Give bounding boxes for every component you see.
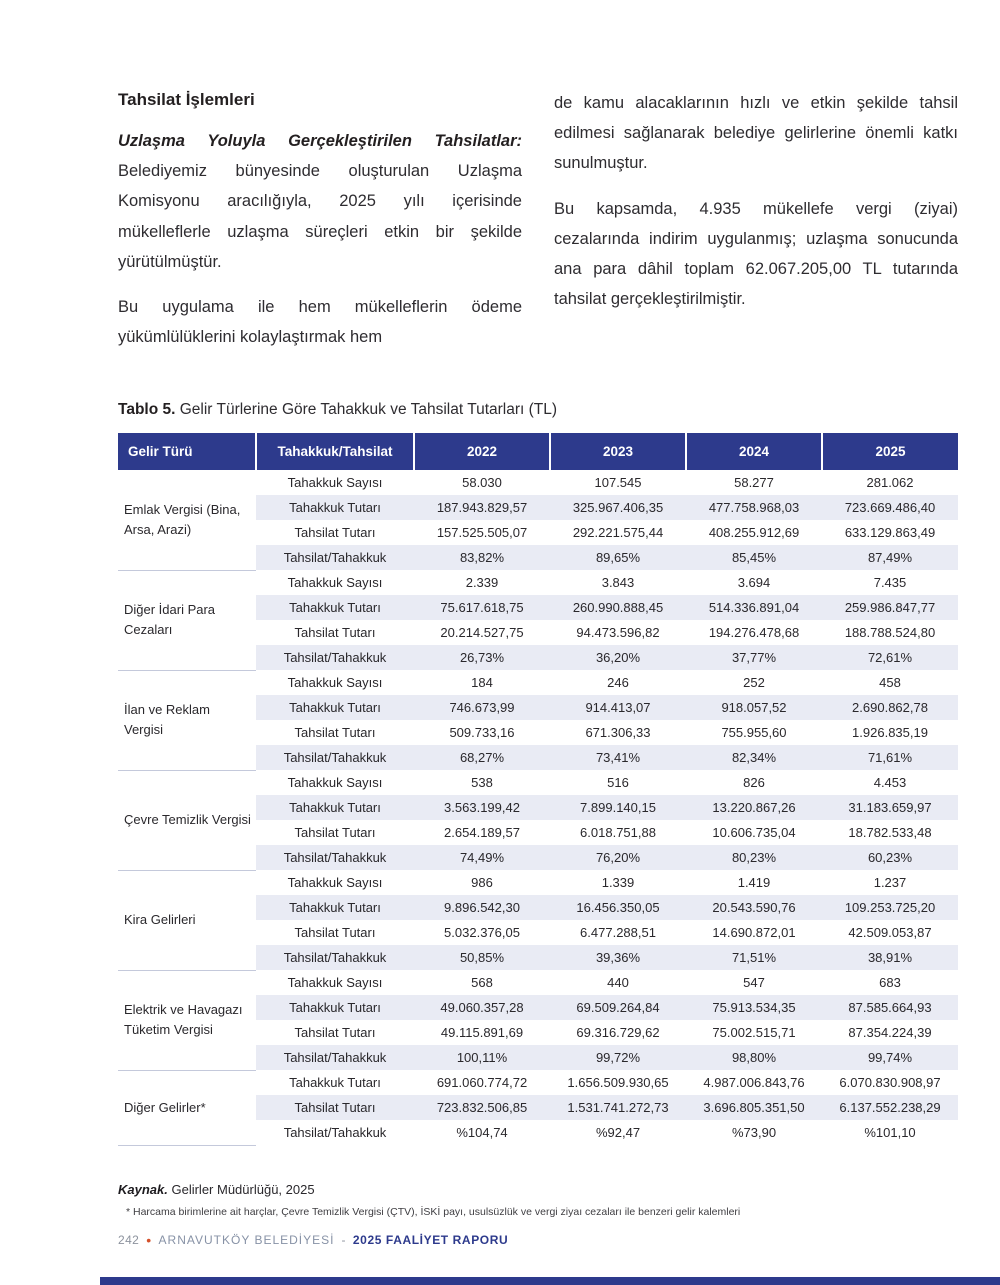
row-label-cell: Tahsilat/Tahakkuk [256,945,414,970]
row-label-cell: Tahakkuk Sayısı [287,675,383,691]
source-line [118,1182,958,1197]
value-cell: 547 [743,975,765,991]
value-cell: 4.987.006.843,76 [703,1075,805,1091]
value-cell: 1.656.509.930,65 [567,1075,669,1091]
row-label-cell: Tahsilat Tutarı [294,925,376,941]
paragraph-uzlasma [118,126,522,277]
value-cell: 3.563.199,42 [414,795,550,820]
row-label-cell: Tahakkuk Tutarı [256,495,414,520]
value-cell: 1.531.741.272,73 [550,1095,686,1120]
value-cell: 16.456.350,05 [550,895,686,920]
value-cell: 74,49% [414,845,550,870]
value-cell: 80,23% [686,845,822,870]
header-2024: 2024 [686,433,822,470]
row-label-cell: Tahsilat/Tahakkuk [283,1125,387,1141]
income-table [118,433,958,1146]
value-cell: 87.354.224,39 [848,1025,932,1041]
table-row [118,970,958,995]
page-footer [118,1232,508,1248]
row-label-cell: Tahakkuk Tutarı [256,895,414,920]
row-label-cell: Tahsilat Tutarı [294,1025,376,1041]
value-cell: 38,91% [822,945,958,970]
value-cell: 187.943.829,57 [414,495,550,520]
row-label-cell: Tahakkuk Tutarı [256,995,414,1020]
value-cell: 826 [743,775,765,791]
value-cell: 3.696.805.351,50 [686,1095,822,1120]
value-cell: 83,82% [414,545,550,570]
intro-left-column [118,88,522,367]
row-label-cell: Tahsilat Tutarı [294,525,376,541]
value-cell: 42.509.053,87 [848,925,932,941]
footer-separator: - [341,1233,346,1247]
value-cell: 408.255.912,69 [708,525,800,541]
value-cell: 7.899.140,15 [550,795,686,820]
row-label-cell: Tahsilat Tutarı [294,725,376,741]
value-cell: 918.057,52 [686,695,822,720]
header-2025: 2025 [822,433,958,470]
value-cell: 252 [743,675,765,691]
value-cell: 755.955,60 [721,725,787,741]
row-label-cell: Tahsilat/Tahakkuk [256,745,414,770]
value-cell: 71,51% [686,945,822,970]
intro-text-columns [118,88,958,367]
value-cell: 1.237 [873,875,907,891]
value-cell: 99,74% [822,1045,958,1070]
row-label-cell: Tahsilat Tutarı [294,825,376,841]
row-label-cell: Tahakkuk Sayısı [287,775,383,791]
value-cell: 58.030 [462,475,502,491]
value-cell: 9.896.542,30 [414,895,550,920]
value-cell: 1.926.835,19 [852,725,928,741]
table-row [118,570,958,595]
row-label-cell: Tahakkuk Tutarı [256,695,414,720]
value-cell: 194.276.478,68 [708,625,800,641]
value-cell: 671.306,33 [585,725,651,741]
value-cell: 10.606.735,04 [712,825,796,841]
table-row [118,770,958,795]
value-cell: 633.129.863,49 [844,525,936,541]
value-cell: 6.070.830.908,97 [839,1075,941,1091]
source-text: Gelirler Müdürlüğü, 2025 [167,1181,315,1197]
value-cell: 26,73% [414,645,550,670]
value-cell: 184 [471,675,493,691]
value-cell: 49.115.891,69 [440,1025,524,1041]
value-cell: 6.477.288,51 [580,925,656,941]
value-cell: 13.220.867,26 [686,795,822,820]
value-cell: 1.339 [601,875,635,891]
income-type-cell: Elektrik ve Havagazı Tüketim Vergisi [118,970,256,1070]
header-2022: 2022 [414,433,550,470]
value-cell: 3.694 [737,575,771,591]
income-type-cell: Diğer İdari Para Cezaları [118,570,256,670]
value-cell: 6.137.552.238,29 [822,1095,958,1120]
value-cell: 325.967.406,35 [550,495,686,520]
value-cell: 98,80% [686,1045,822,1070]
value-cell: 458 [879,675,901,691]
value-cell: 3.843 [601,575,635,591]
value-cell: 260.990.888,45 [550,595,686,620]
income-type-cell: Emlak Vergisi (Bina, Arsa, Arazi) [118,470,256,570]
value-cell: 75.913.534,35 [686,995,822,1020]
income-table-header [118,433,958,470]
header-gelir-turu: Gelir Türü [118,433,256,470]
intro-right-column [554,88,958,367]
value-cell: 60,23% [822,845,958,870]
row-label-cell: Tahakkuk Sayısı [287,875,383,891]
value-cell: 99,72% [550,1045,686,1070]
income-table-body [118,470,958,1145]
footer-report-title: 2025 FAALİYET RAPORU [352,1233,509,1247]
footer-organization: ARNAVUTKÖY BELEDİYESİ [158,1233,335,1247]
value-cell: 37,77% [686,645,822,670]
value-cell: 20.214.527,75 [440,625,524,641]
row-label-cell: Tahakkuk Tutarı [289,1075,381,1091]
value-cell: %73,90 [731,1125,777,1141]
table-title-text: Gelir Türlerine Göre Tahakkuk ve Tahsilat Tutarları (TL) [175,401,558,419]
value-cell: 72,61% [822,645,958,670]
value-cell: 31.183.659,97 [822,795,958,820]
paragraph-lead: Uzlaşma Yoluyla Gerçekleştirilen Tahsilatlar: [118,132,522,150]
value-cell: 69.316.729,62 [576,1025,660,1041]
row-label-cell: Tahsilat Tutarı [256,1095,414,1120]
value-cell: 58.277 [734,475,774,491]
value-cell: 71,61% [822,745,958,770]
value-cell: %101,10 [864,1125,916,1141]
value-cell: 50,85% [414,945,550,970]
section-heading: Tahsilat İşlemleri [118,90,255,109]
value-cell: 746.673,99 [414,695,550,720]
table-row [118,1070,958,1095]
value-cell: 2.339 [465,575,499,591]
paragraph-kamu: de kamu alacaklarının hızlı ve etkin şekilde tahsil edilmesi sağlanarak belediye gelirlerine önemli katkı sunulmuştur. [554,94,958,173]
paragraph-uygulama: Bu uygulama ile hem mükelleflerin ödeme yükümlülüklerini kolaylaştırmak hem [118,297,522,347]
paragraph-kapsam: Bu kapsamda, 4.935 mükellefe vergi (ziyai) cezalarında indirim uygulanmış; uzlaşma sonucunda ana para dâhil toplam 62.067.205,00 TL tutarında tahsilat gerçekleştirilmiştir. [554,199,958,309]
value-cell: 516 [607,775,629,791]
row-label-cell: Tahsilat/Tahakkuk [256,845,414,870]
row-label-cell: Tahakkuk Tutarı [256,795,414,820]
value-cell: 36,20% [550,645,686,670]
source-label: Kaynak. [118,1181,168,1197]
income-type-cell: İlan ve Reklam Vergisi [118,670,256,770]
table-title [118,401,958,419]
value-cell: 82,34% [686,745,822,770]
value-cell: 986 [471,875,493,891]
value-cell: 18.782.533,48 [848,825,932,841]
value-cell: 568 [471,975,493,991]
footer-bullet-icon: • [146,1232,152,1248]
value-cell: 914.413,07 [550,695,686,720]
value-cell: 188.788.524,80 [844,625,936,641]
table-row [118,470,958,495]
value-cell: 2.654.189,57 [444,825,520,841]
value-cell: 75.617.618,75 [414,595,550,620]
value-cell: 723.669.486,40 [822,495,958,520]
income-type-cell: Diğer Gelirler* [118,1070,256,1145]
value-cell: 39,36% [550,945,686,970]
value-cell: 2.690.862,78 [822,695,958,720]
value-cell: 94.473.596,82 [576,625,660,641]
value-cell: 514.336.891,04 [686,595,822,620]
value-cell: 691.060.774,72 [436,1075,528,1091]
row-label-cell: Tahsilat/Tahakkuk [256,1045,414,1070]
value-cell: 4.453 [873,775,907,791]
value-cell: 246 [607,675,629,691]
value-cell: 75.002.515,71 [712,1025,796,1041]
value-cell: 5.032.376,05 [444,925,520,941]
value-cell: 538 [471,775,493,791]
value-cell: 509.733,16 [449,725,515,741]
value-cell: 20.543.590,76 [686,895,822,920]
value-cell: 259.986.847,77 [822,595,958,620]
value-cell: 87,49% [822,545,958,570]
row-label-cell: Tahakkuk Tutarı [256,595,414,620]
value-cell: 7.435 [873,575,907,591]
paragraph-body: Belediyemiz bünyesinde oluşturulan Uzlaşma Komisyonu aracılığıyla, 2025 yılı içerisinde mükelleflerle uzlaşma süreçleri etkin bir şekilde yürütülmüştür. [118,162,522,271]
value-cell: 683 [879,975,901,991]
value-cell: 1.419 [737,875,771,891]
value-cell: 157.525.505,07 [436,525,528,541]
page-number: 242 [118,1233,140,1247]
value-cell: 100,11% [414,1045,550,1070]
value-cell: 109.253.725,20 [822,895,958,920]
value-cell: 89,65% [550,545,686,570]
value-cell: 85,45% [686,545,822,570]
table-footnote: * Harcama birimlerine ait harçlar, Çevre Temizlik Vergisi (ÇTV), İSKİ payı, usulsüzlük ve vergi ziyaı cezaları ile benzeri gelir kalemleri [126,1205,741,1218]
bottom-accent-bar [100,1277,1000,1285]
value-cell: 6.018.751,88 [580,825,656,841]
value-cell: 723.832.506,85 [414,1095,550,1120]
value-cell: 73,41% [550,745,686,770]
value-cell: 107.545 [594,475,642,491]
report-page [118,88,958,1218]
row-label-cell: Tahakkuk Sayısı [287,575,383,591]
value-cell: 477.758.968,03 [686,495,822,520]
value-cell: 49.060.357,28 [414,995,550,1020]
value-cell: %104,74 [456,1125,508,1141]
value-cell: 281.062 [866,475,914,491]
row-label-cell: Tahsilat Tutarı [294,625,376,641]
value-cell: 68,27% [414,745,550,770]
value-cell: 76,20% [550,845,686,870]
value-cell: 440 [607,975,629,991]
header-tahakkuk-tahsilat: Tahakkuk/Tahsilat [256,433,414,470]
table-title-number: Tablo 5. [118,401,176,419]
income-type-cell: Kira Gelirleri [118,870,256,970]
table-row [118,670,958,695]
row-label-cell: Tahsilat/Tahakkuk [256,545,414,570]
value-cell: 69.509.264,84 [550,995,686,1020]
value-cell: 14.690.872,01 [712,925,796,941]
table-row [118,870,958,895]
row-label-cell: Tahsilat/Tahakkuk [256,645,414,670]
value-cell: 87.585.664,93 [822,995,958,1020]
value-cell: 292.221.575,44 [572,525,664,541]
income-type-cell: Çevre Temizlik Vergisi [118,770,256,870]
value-cell: %92,47 [595,1125,641,1141]
row-label-cell: Tahakkuk Sayısı [287,975,383,991]
header-2023: 2023 [550,433,686,470]
row-label-cell: Tahakkuk Sayısı [287,475,383,491]
